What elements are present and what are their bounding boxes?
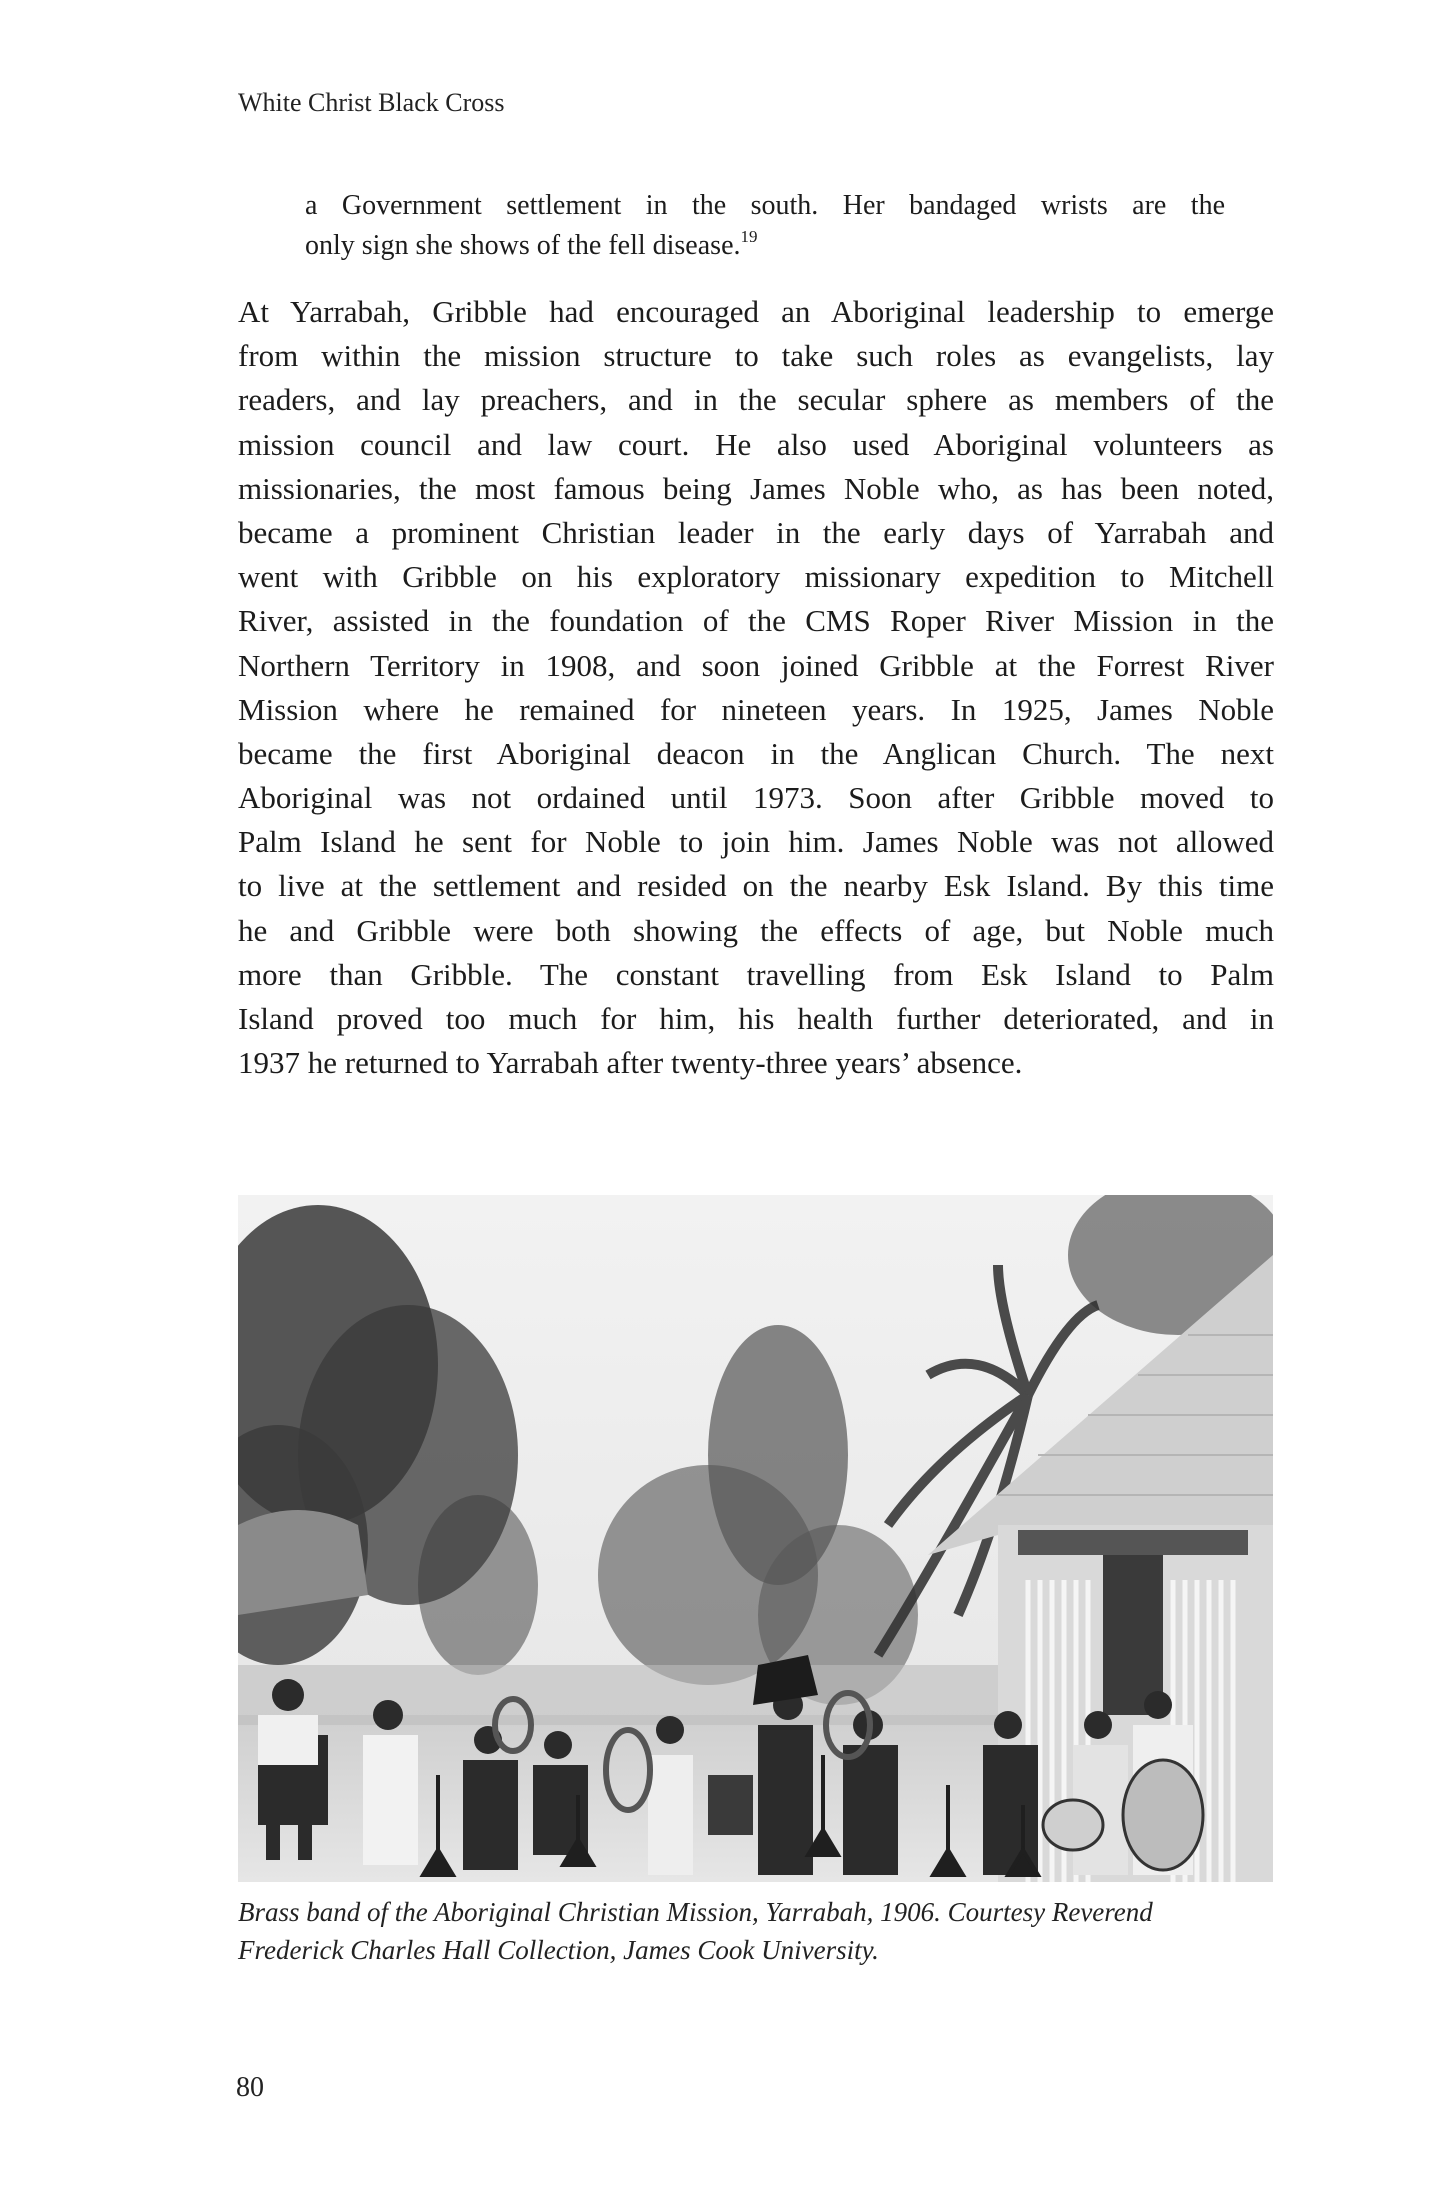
paragraph-line: more than Gribble. The constant travelling from Esk Island to Palm [238,956,1274,992]
paragraph-line: Northern Territory in 1908, and soon joined Gribble at the Forrest River [238,647,1274,683]
footnote-reference[interactable]: 19 [740,227,758,246]
paragraph-line: he and Gribble were both showing the effects of age, but Noble much [238,912,1274,948]
paragraph-line: to live at the settlement and resided on the nearby Esk Island. By this time [238,868,1274,904]
block-quote-line [305,226,1225,266]
block-quote-text: only sign she shows of the fell disease. [305,230,741,261]
body-paragraph [238,290,1274,1085]
paragraph-line: readers, and lay preachers, and in the secular sphere as members of the [238,382,1274,418]
block-quote [305,186,1225,266]
paragraph-line: from within the mission structure to take such roles as evangelists, lay [238,338,1274,374]
caption-line: Frederick Charles Hall Collection, James Cook University. [238,1935,879,1965]
paragraph-line: mission council and law court. He also used Aboriginal volunteers as [238,426,1274,462]
paragraph-line: Palm Island he sent for Noble to join him. James Noble was not allowed [238,824,1274,860]
running-head: White Christ Black Cross [238,88,505,117]
page-number: 80 [236,2072,264,2103]
paragraph-line: Aboriginal was not ordained until 1973. Soon after Gribble moved to [238,780,1274,816]
paragraph-line: River, assisted in the foundation of the CMS Roper River Mission in the [238,603,1274,639]
paragraph-line: At Yarrabah, Gribble had encouraged an Aboriginal leadership to emerge [238,294,1274,329]
snare-drum [1043,1800,1103,1850]
figure-caption [238,1893,1153,1969]
brass-band-photograph [238,1195,1273,1882]
paragraph-line: became a prominent Christian leader in the early days of Yarrabah and [238,514,1274,550]
bass-drum [1123,1760,1203,1870]
paragraph-line: became the first Aboriginal deacon in the Anglican Church. The next [238,735,1274,771]
caption-line: Brass band of the Aboriginal Christian Mission, Yarrabah, 1906. Courtesy Reverend [238,1897,1153,1927]
paragraph-line: missionaries, the most famous being James Noble who, as has been noted, [238,470,1274,506]
photo-illustration [238,1195,1273,1882]
paragraph-line: went with Gribble on his exploratory missionary expedition to Mitchell [238,559,1274,595]
paragraph-line: 1937 he returned to Yarrabah after twenty-three years’ absence. [238,1045,1023,1081]
paragraph-line: Island proved too much for him, his health further deteriorated, and in [238,1001,1274,1036]
paragraph-line: Mission where he remained for nineteen years. In 1925, James Noble [238,691,1274,727]
block-quote-line: a Government settlement in the south. Her bandaged wrists are the [305,190,1225,221]
